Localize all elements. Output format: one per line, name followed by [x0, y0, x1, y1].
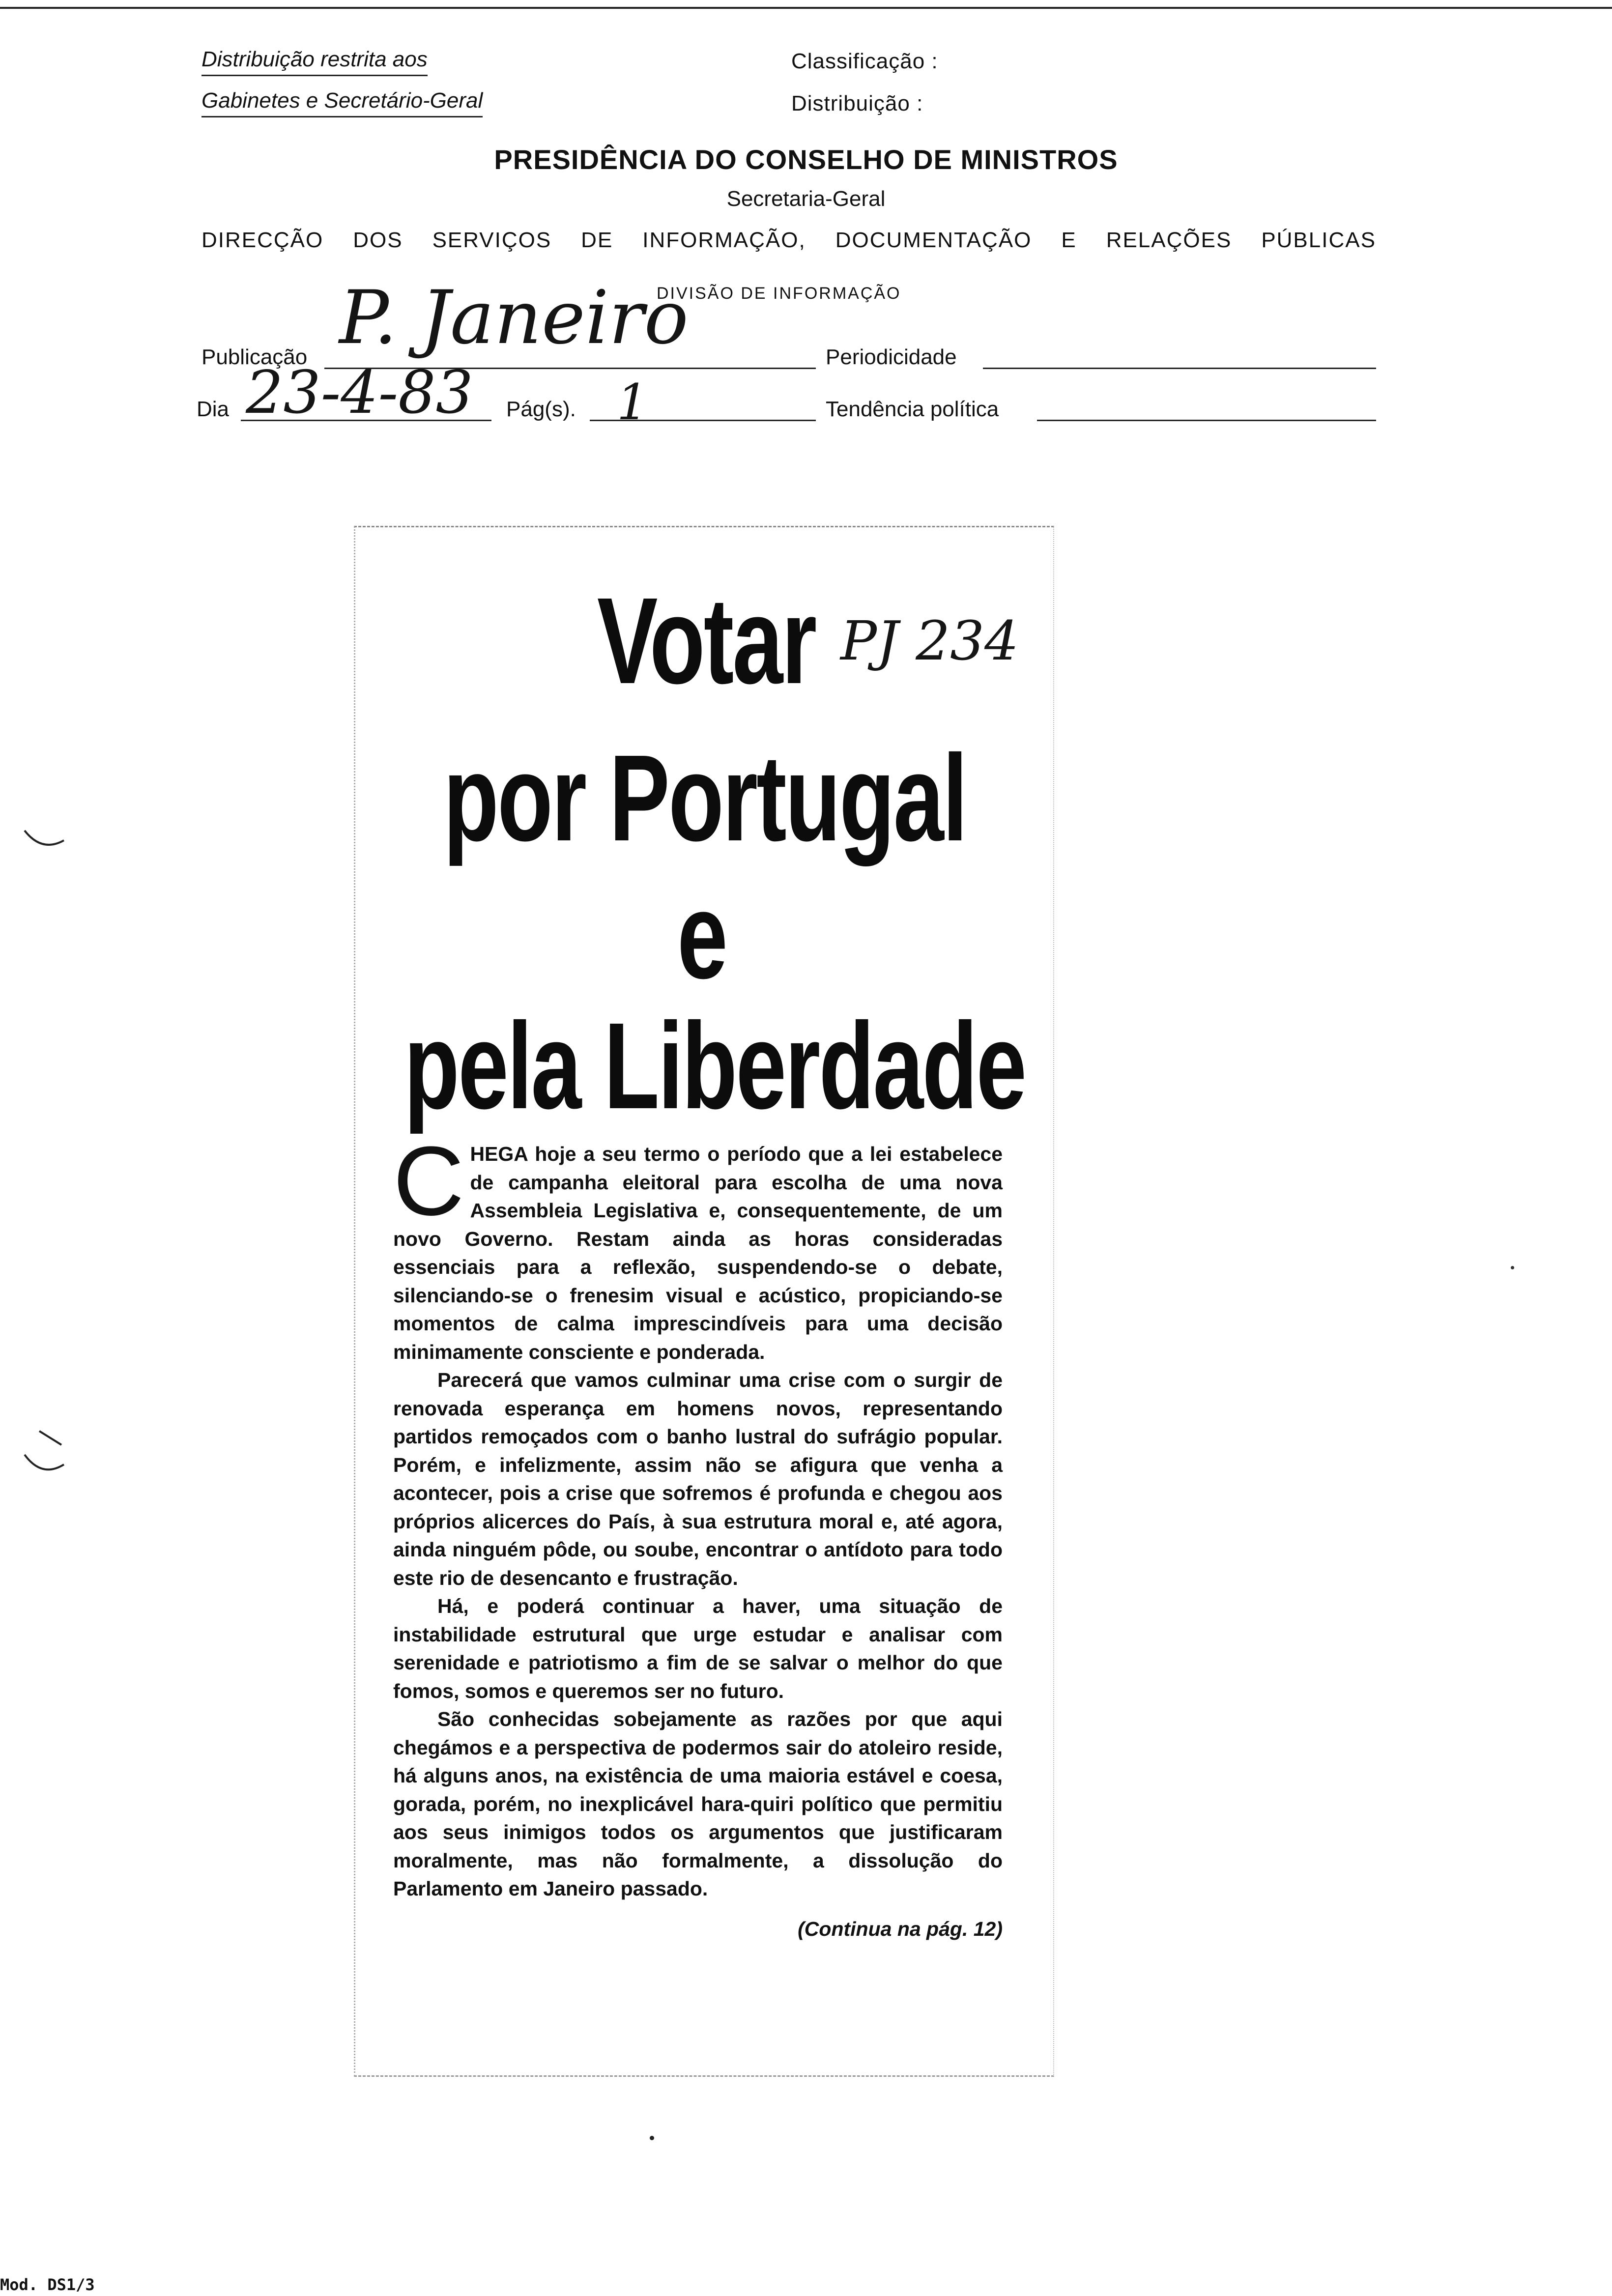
article-paragraph: HEGA hoje a seu termo o período que a lei estabelece de campanha eleitoral para escolha de uma nova Assembleia Legislativa e, consequentemente, de um novo Governo. Restam ainda as horas consideradas essenciais para a reflexão, suspendendo-se o debate, silenciando-se o frenesim visual e acústico, propiciando-se momentos de calma imprescindíveis para uma decisão minimamente consciente e ponderada.	[393, 1143, 1003, 1363]
department-word: DIRECÇÃO	[202, 228, 324, 252]
department-word: DOS	[353, 228, 403, 252]
dia-label: Dia	[197, 397, 230, 421]
publicacao-label: Publicação	[202, 345, 308, 369]
department-word: DE	[581, 228, 613, 252]
periodicidade-line	[983, 368, 1376, 369]
division-label: DIVISÃO DE INFORMAÇÃO	[657, 284, 901, 303]
dia-handwritten: 23-4-83	[246, 359, 473, 427]
pags-handwritten: 1	[617, 373, 648, 431]
continuation-note: (Continua na pág. 12)	[798, 1917, 1003, 1940]
scan-dot	[650, 2136, 654, 2140]
publicacao-handwritten: P. Janeiro	[339, 275, 689, 361]
department-word: INFORMAÇÃO,	[642, 228, 806, 252]
restricted-line-2: Gabinetes e Secretário-Geral	[202, 88, 483, 117]
pags-label: Pág(s).	[506, 397, 576, 421]
distribuicao-label: Distribuição :	[791, 91, 923, 115]
scan-mark	[20, 1425, 69, 1484]
article-paragraph: Parecerá que vamos culminar uma crise com o surgir de renovada esperança em homens novos, representando partidos remoçados com o banho lustral do sufrágio popular. Porém, e infelizmente, assim não se afigura que venha a acontecer, pois a crise que sofremos é profunda e chegou aos próprios alicerces do País, à sua estrutura moral e, até agora, ainda ninguém pôde, ou soube, encontrar o antídoto para todo este rio de desencanto e frustração.	[393, 1369, 1003, 1589]
department-line	[202, 228, 1376, 253]
article-title-line-2: por Portugal	[443, 729, 967, 866]
clipping-annotation: PJ 234	[840, 609, 1019, 672]
top-rule	[0, 7, 1612, 9]
classificacao-label: Classificação :	[791, 49, 938, 73]
department-word: RELAÇÕES	[1106, 228, 1232, 252]
department-word: E	[1061, 228, 1077, 252]
article-title-line-4: pela Liberdade	[404, 997, 1026, 1134]
drop-cap: C	[393, 1126, 464, 1236]
article-paragraph: São conhecidas sobejamente as razões por que aqui chegámos e a perspectiva de podermos sair do atoleiro reside, há alguns anos, na existência de uma maioria estável e coesa, gorada, porém, no inexplicável hara-quiri político que permitiu aos seus inimigos todos os argumentos que justificaram moralmente, mas não formalmente, a dissolução do Parlamento em Janeiro passado.	[393, 1708, 1003, 1900]
article-title-line-3: e	[677, 867, 726, 1004]
article-paragraph: Há, e poderá continuar a haver, uma situação de instabilidade estrutural que urge estudar e analisar com serenidade e patriotismo a fim de se salvar o melhor do que fomos, somos e queremos ser no futuro.	[393, 1595, 1003, 1702]
department-word: PÚBLICAS	[1261, 228, 1376, 252]
article-body	[393, 1126, 1003, 1943]
article-title-line-1: Votar	[597, 572, 816, 709]
restricted-line-1: Distribuição restrita aos	[202, 47, 428, 76]
periodicidade-label: Periodicidade	[826, 345, 957, 369]
department-word: DOCUMENTAÇÃO	[835, 228, 1032, 252]
scan-mark	[20, 826, 69, 855]
organization-subtitle: Secretaria-Geral	[726, 187, 886, 211]
organization-title: PRESIDÊNCIA DO CONSELHO DE MINISTROS	[494, 144, 1118, 175]
form-model-code: Mod. DS1/3	[0, 2275, 95, 2294]
tendencia-label: Tendência política	[826, 397, 999, 421]
department-word: SERVIÇOS	[432, 228, 552, 252]
scan-dot	[1511, 1266, 1514, 1269]
tendencia-line	[1037, 420, 1376, 421]
